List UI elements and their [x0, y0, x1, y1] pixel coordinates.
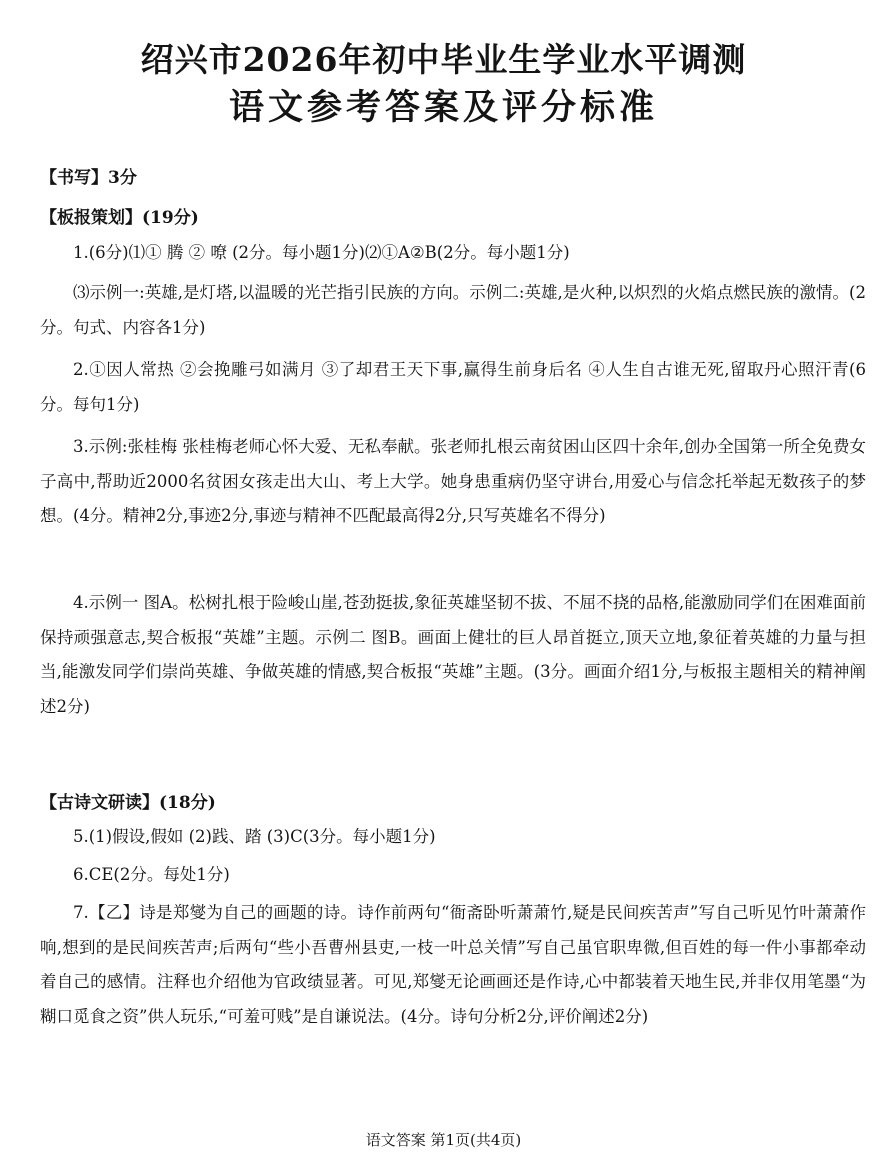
document-subtitle: 语文参考答案及评分标准	[228, 87, 658, 128]
section-classical-poetry: 【古诗文研读】(18分)	[40, 793, 216, 813]
answer-q5-text: 5.(1)假设,假如 (2)践、踏 (3)C(3分。每小题1分)	[73, 827, 436, 846]
answer-q2-text: 2.①因人常热 ②会挽雕弓如满月 ③了却君王天下事,赢得生前身后名 ④人生自古谁无死,留取丹心照汗青(6分。每句1分)	[40, 360, 866, 414]
answer-q7	[40, 896, 866, 1034]
answer-q2	[40, 353, 866, 422]
answer-q1-part3-text: ⑶示例一:英雄,是灯塔,以温暖的光芒指引民族的方向。示例二:英雄,是火种,以炽烈的火焰点燃民族的激情。(2分。句式、内容各1分)	[40, 283, 866, 337]
answer-q4-text: 4.示例一 图A。松树扎根于险峻山崖,苍劲挺拔,象征英雄坚韧不拔、不屈不挠的品格,能激励同学们在困难面前保持顽强意志,契合板报“英雄”主题。示例二 图B。画面上健壮的巨人昂首挺立,顶天立地,象征着英雄的力量与担当,能激发同学们崇尚英雄、争做英雄的情感,契合板报“英雄”主题。(3分。画面介绍1分,与板报主题相关的精神阐述2分)	[40, 593, 866, 716]
answer-q5	[40, 820, 866, 855]
answer-q7-text: 7.【乙】诗是郑燮为自己的画题的诗。诗作前两句“衙斋卧听萧萧竹,疑是民间疾苦声”写自己听见竹叶萧萧作响,想到的是民间疾苦声;后两句“些小吾曹州县吏,一枝一叶总关情”写自己虽官职卑微,但百姓的每一件小事都牵动着自己的感情。注释也介绍他为官政绩显著。可见,郑燮无论画画还是作诗,心中都装着天地生民,并非仅用笔墨“为糊口觅食之资”供人玩乐,“可羞可贱”是自谦说法。(4分。诗句分析2分,评价阐述2分)	[40, 903, 866, 1026]
answer-q3-text: 3.示例:张桂梅 张桂梅老师心怀大爱、无私奉献。张老师扎根云南贫困山区四十余年,创办全国第一所全免费女子高中,帮助近2000名贫困女孩走出大山、考上大学。她身患重病仍坚守讲台,用爱心与信念托举起无数孩子的梦想。(4分。精神2分,事迹2分,事迹与精神不匹配最高得2分,只写英雄名不得分)	[40, 437, 866, 525]
answer-q1-part1	[40, 236, 866, 271]
answer-q1-part3	[40, 276, 866, 345]
section-board-planning: 【板报策划】(19分)	[40, 208, 199, 228]
section-writing: 【书写】3分	[40, 168, 137, 188]
answer-q1-part1-text: 1.(6分)⑴① 腾 ② 嘹 (2分。每小题1分)⑵①A②B(2分。每小题1分)	[73, 243, 570, 262]
answer-q6-text: 6.CE(2分。每处1分)	[73, 865, 230, 884]
answer-q4	[40, 586, 866, 724]
answer-q3	[40, 430, 866, 534]
answer-q6	[40, 858, 866, 893]
page-footer: 语文答案 第1页(共4页)	[365, 1131, 522, 1149]
document-title: 绍兴市2026年初中毕业生学业水平调测	[140, 40, 747, 79]
